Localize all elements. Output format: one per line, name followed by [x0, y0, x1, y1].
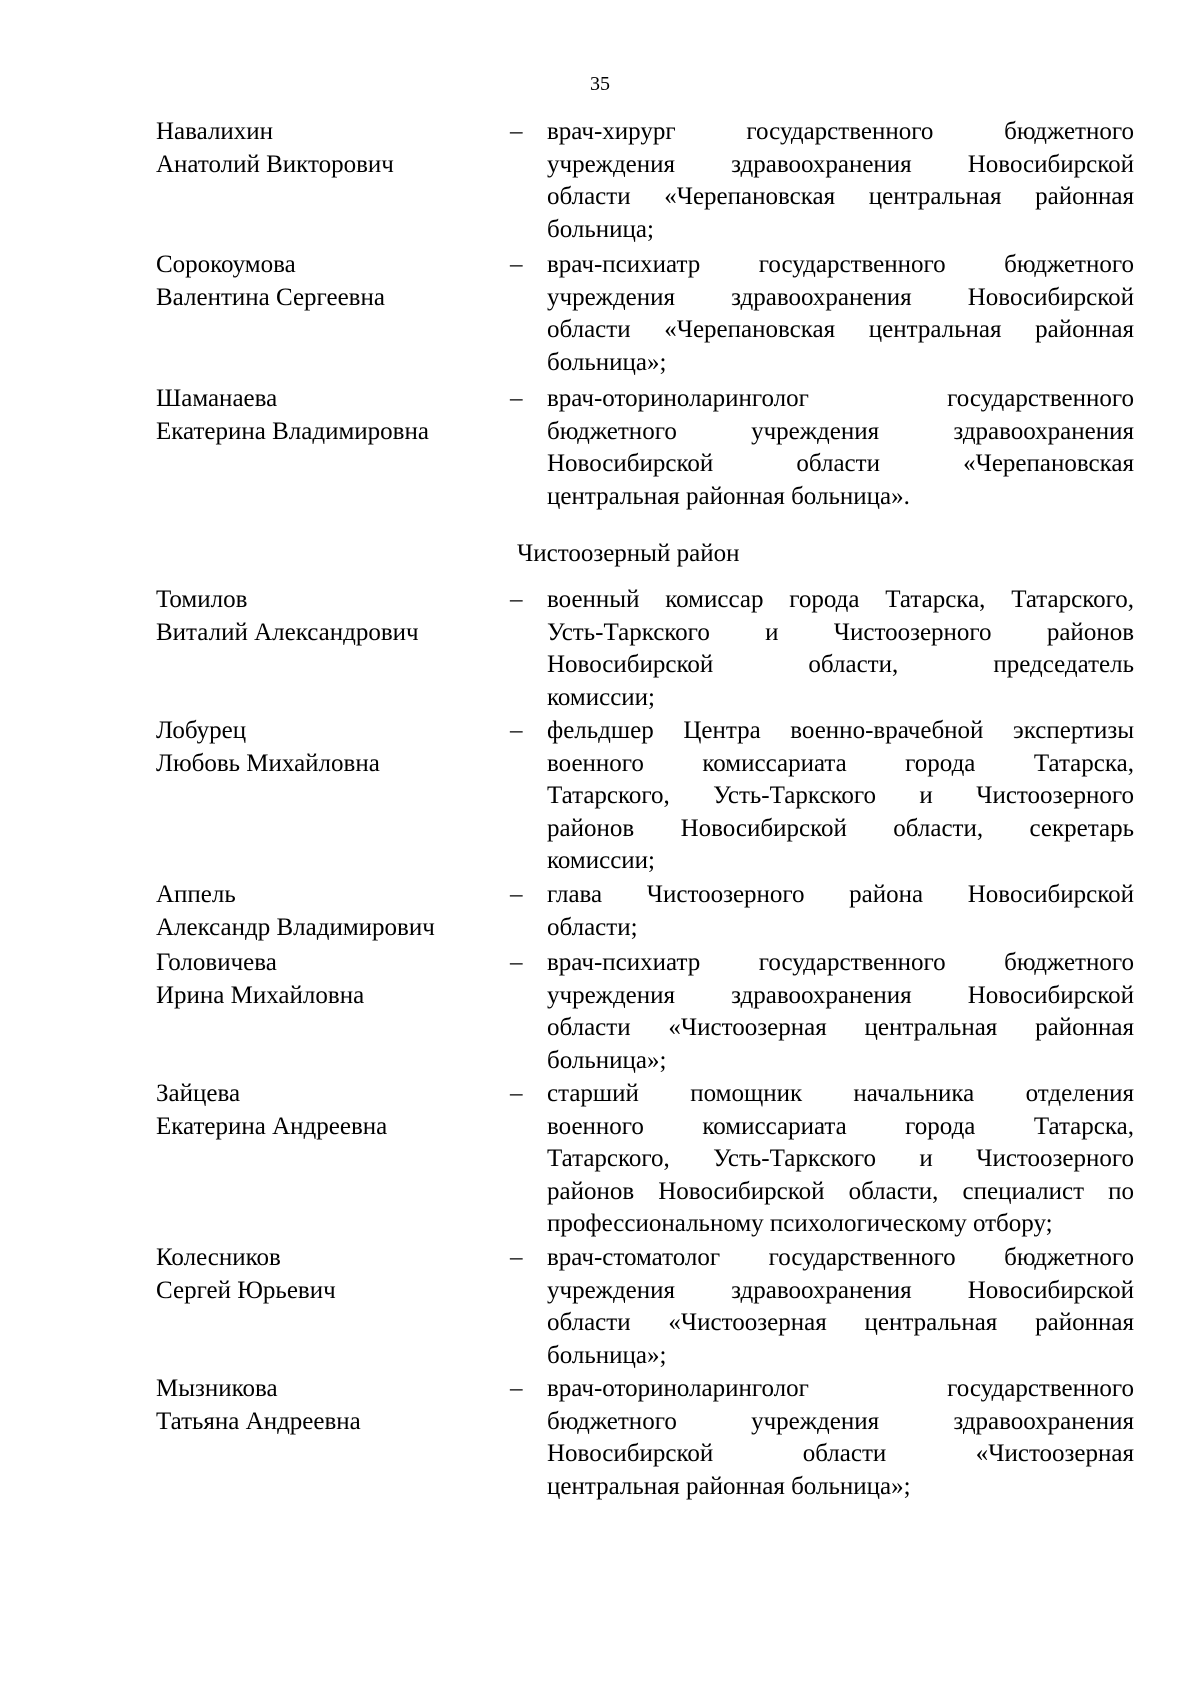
position-line: районов Новосибирской области, специалист по [547, 1177, 1134, 1205]
dash-separator: – [510, 251, 523, 278]
member-position [547, 1242, 1134, 1372]
dash-separator: – [510, 1080, 523, 1107]
dash-separator: – [510, 385, 523, 412]
member-surname: Сорокоумова [156, 251, 296, 278]
member-name [156, 1242, 486, 1307]
dash-separator: – [510, 717, 523, 744]
member-name [156, 383, 486, 448]
member-given-names: Екатерина Андреевна [156, 1112, 388, 1140]
position-line: учреждения здравоохранения Новосибирской [547, 981, 1134, 1009]
member-given-names: Ирина Михайловна [156, 981, 365, 1009]
position-line: врач-психиатр государственного бюджетного [547, 251, 1134, 278]
position-line: Новосибирской области, председатель [547, 651, 1134, 678]
member-position [547, 116, 1134, 246]
dash-separator: – [510, 949, 523, 976]
member-position [547, 249, 1134, 379]
member-given-names: Виталий Александрович [156, 618, 419, 646]
member-name [156, 1078, 486, 1143]
position-line: области; [547, 913, 638, 941]
member-name [156, 715, 486, 780]
position-line: области «Чистоозерная центральная районная [547, 1309, 1134, 1336]
position-line: старший помощник начальника отделения [547, 1080, 1134, 1107]
position-line: врач-оториноларинголог государственного [547, 385, 1134, 412]
position-line: профессиональному психологическому отбору; [547, 1210, 1053, 1237]
position-line: комиссии; [547, 683, 655, 711]
member-given-names: Екатерина Владимировна [156, 417, 429, 445]
member-name [156, 249, 486, 314]
position-line: врач-хирург государственного бюджетного [547, 118, 1134, 145]
position-line: Татарского, Усть-Таркского и Чистоозерного [547, 1145, 1134, 1172]
member-position [547, 947, 1134, 1077]
position-line: больница»; [547, 1341, 667, 1369]
page-number: 35 [590, 73, 610, 95]
member-position [547, 1078, 1134, 1241]
member-name [156, 947, 486, 1012]
position-line: Усть-Таркского и Чистоозерного районов [547, 618, 1134, 646]
dash-separator: – [510, 118, 523, 145]
member-position [547, 383, 1134, 513]
position-line: учреждения здравоохранения Новосибирской [547, 283, 1134, 311]
member-name [156, 116, 486, 181]
position-line: Новосибирской области «Черепановская [547, 450, 1134, 477]
position-line: учреждения здравоохранения Новосибирской [547, 1276, 1134, 1304]
member-given-names: Сергей Юрьевич [156, 1276, 336, 1304]
position-line: Татарского, Усть-Таркского и Чистоозерного [547, 782, 1134, 809]
position-line: военного комиссариата города Татарска, [547, 749, 1134, 777]
dash-separator: – [510, 586, 523, 613]
member-surname: Навалихин [156, 118, 274, 145]
member-position [547, 879, 1134, 944]
position-line: бюджетного учреждения здравоохранения [547, 417, 1134, 445]
position-line: врач-оториноларинголог государственного [547, 1375, 1134, 1402]
position-line: врач-психиатр государственного бюджетного [547, 949, 1134, 976]
member-surname: Лобурец [156, 717, 247, 744]
member-surname: Зайцева [156, 1080, 241, 1107]
position-line: военного комиссариата города Татарска, [547, 1112, 1134, 1140]
position-line: центральная районная больница»; [547, 1472, 911, 1500]
member-surname: Мызникова [156, 1375, 278, 1402]
member-name [156, 1373, 486, 1438]
position-line: учреждения здравоохранения Новосибирской [547, 150, 1134, 178]
position-line: области «Черепановская центральная районная [547, 316, 1134, 343]
position-line: больница»; [547, 1046, 667, 1074]
position-line: области «Черепановская центральная районная [547, 183, 1134, 210]
section-heading: Чистоозерный район [517, 540, 740, 567]
member-surname: Томилов [156, 586, 248, 613]
member-position [547, 715, 1134, 878]
position-line: районов Новосибирской области, секретарь [547, 814, 1134, 842]
position-line: центральная районная больница». [547, 482, 910, 510]
member-surname: Колесников [156, 1244, 281, 1271]
member-position [547, 584, 1134, 714]
member-surname: Шаманаева [156, 385, 278, 412]
member-surname: Аппель [156, 881, 236, 908]
member-surname: Головичева [156, 949, 277, 976]
position-line: бюджетного учреждения здравоохранения [547, 1407, 1134, 1435]
position-line: больница; [547, 215, 654, 243]
member-name [156, 879, 486, 944]
position-line: Новосибирской области «Чистоозерная [547, 1440, 1134, 1467]
position-line: врач-стоматолог государственного бюджетного [547, 1244, 1134, 1271]
dash-separator: – [510, 881, 523, 908]
member-given-names: Татьяна Андреевна [156, 1407, 361, 1435]
member-given-names: Анатолий Викторович [156, 150, 394, 178]
member-position [547, 1373, 1134, 1503]
dash-separator: – [510, 1375, 523, 1402]
member-name [156, 584, 486, 649]
dash-separator: – [510, 1244, 523, 1271]
position-line: фельдшер Центра военно-врачебной экспертизы [547, 717, 1134, 744]
position-line: комиссии; [547, 847, 655, 874]
position-line: области «Чистоозерная центральная районная [547, 1014, 1134, 1041]
position-line: больница»; [547, 348, 667, 376]
member-given-names: Александр Владимирович [156, 913, 435, 941]
member-given-names: Валентина Сергеевна [156, 283, 385, 311]
member-given-names: Любовь Михайловна [156, 749, 380, 777]
position-line: глава Чистоозерного района Новосибирской [547, 881, 1134, 908]
position-line: военный комиссар города Татарска, Татарского, [547, 586, 1134, 613]
